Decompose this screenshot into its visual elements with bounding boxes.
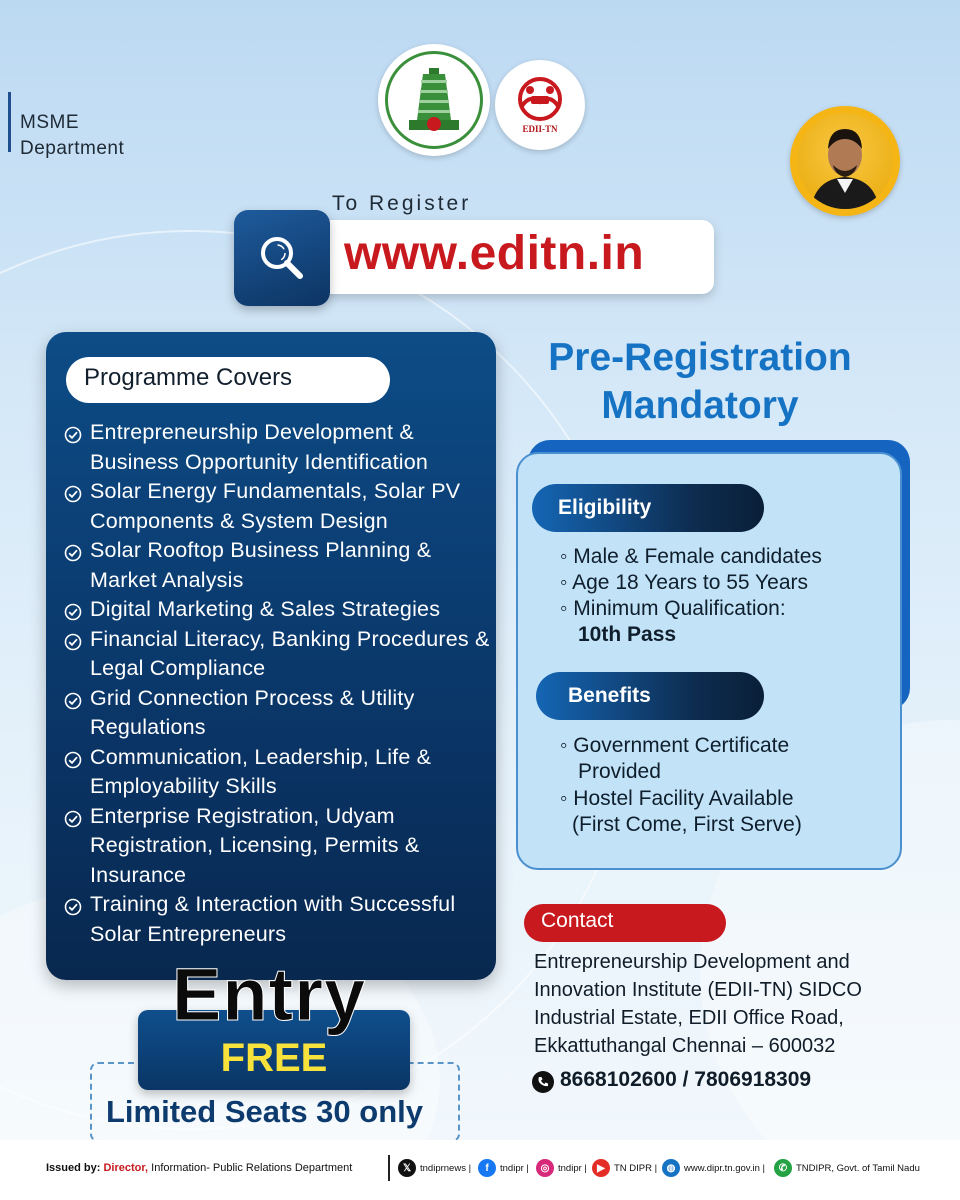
programme-item-text: Communication, Leadership, Life & Employability Skills	[90, 744, 432, 798]
benefit-item: ◦ Government Certificate	[560, 734, 790, 757]
instagram-icon: ◎	[536, 1159, 554, 1177]
programme-item	[64, 890, 494, 949]
issued-by-director: Director,	[103, 1162, 149, 1174]
issued-by-prefix: Issued by:	[46, 1162, 101, 1174]
to-register-label: To Register	[332, 192, 472, 215]
programme-item	[64, 536, 494, 595]
temple-gopuram-icon	[399, 62, 469, 138]
entry-label: Entry	[172, 953, 367, 1036]
programme-item-text: Enterprise Registration, Udyam Registration, Licensing, Permits & Insurance	[90, 803, 420, 887]
social-link-label: tndiprnews |	[420, 1162, 472, 1174]
social-link[interactable]	[478, 1158, 529, 1178]
benefit-item: ◦ Hostel Facility Available	[560, 787, 794, 810]
social-link-label: tndipr |	[558, 1162, 587, 1174]
programme-item-text: Digital Marketing & Sales Strategies	[90, 597, 441, 621]
programme-item-text: Entrepreneurship Development & Business Opportunity Identification	[90, 420, 429, 474]
programme-item	[64, 802, 494, 891]
edii-tn-logo-text: EDII-TN	[522, 124, 558, 134]
person-portrait-icon	[797, 113, 893, 209]
programme-item-text: Financial Literacy, Banking Procedures & Legal Compliance	[90, 626, 490, 680]
social-link[interactable]	[774, 1158, 920, 1178]
check-circle-icon	[64, 692, 82, 710]
search-icon	[254, 230, 310, 286]
check-circle-icon	[64, 810, 82, 828]
edii-tn-logo	[495, 60, 585, 150]
social-link-label: TN DIPR |	[614, 1162, 658, 1174]
benefits-label: Benefits	[568, 684, 651, 707]
programme-item-text: Training & Interaction with Successful Solar Entrepreneurs	[90, 892, 456, 946]
registration-url-link[interactable]: www.editn.in	[344, 227, 645, 280]
contact-address: Entrepreneurship Development and Innovation Institute (EDII-TN) SIDCO Industrial Estate, EDII Office Road, Ekkattuthangal Chennai – 600032	[534, 951, 862, 1057]
department-accent-bar	[8, 92, 11, 152]
x-icon: 𝕏	[398, 1159, 416, 1177]
contact-label: Contact	[541, 909, 614, 932]
search-button[interactable]	[234, 210, 330, 306]
programme-item	[64, 418, 494, 477]
programme-item	[64, 595, 494, 625]
issued-by-text	[46, 1162, 352, 1174]
check-circle-icon	[64, 544, 82, 562]
eligibility-item: ◦ Minimum Qualification:	[560, 597, 786, 620]
limited-seats-label: Limited Seats 30 only	[106, 1094, 423, 1129]
people-circle-icon	[514, 76, 566, 122]
whatsapp-icon: ✆	[774, 1159, 792, 1177]
globe-icon: ◍	[662, 1159, 680, 1177]
check-circle-icon	[64, 898, 82, 916]
pre-registration-heading: Pre-Registration Mandatory	[548, 336, 852, 427]
phone-icon	[532, 1071, 554, 1093]
eligibility-item: ◦ Male & Female candidates	[560, 545, 822, 568]
check-circle-icon	[64, 426, 82, 444]
issued-by-department: Information- Public Relations Department	[151, 1162, 353, 1174]
social-link[interactable]	[592, 1158, 657, 1178]
social-link-label: www.dipr.tn.gov.in |	[684, 1162, 765, 1174]
benefit-item: Provided	[578, 760, 661, 783]
benefit-item: (First Come, First Serve)	[572, 813, 802, 836]
programme-item-text: Solar Rooftop Business Planning & Market Analysis	[90, 538, 432, 592]
check-circle-icon	[64, 751, 82, 769]
social-link[interactable]	[662, 1158, 765, 1178]
eligibility-item-qualification: 10th Pass	[578, 623, 677, 646]
check-circle-icon	[64, 485, 82, 503]
programme-item-text: Grid Connection Process & Utility Regulations	[90, 685, 415, 739]
avatar	[790, 106, 900, 216]
eligibility-item: ◦ Age 18 Years to 55 Years	[560, 571, 808, 594]
youtube-icon: ▶	[592, 1159, 610, 1177]
footer-divider	[388, 1155, 390, 1181]
social-link-label: tndipr |	[500, 1162, 529, 1174]
programme-item	[64, 625, 494, 684]
contact-phone-link[interactable]: 8668102600 / 7806918309	[560, 1068, 812, 1091]
free-label: FREE	[220, 1036, 328, 1080]
social-link[interactable]	[398, 1158, 471, 1178]
programme-item	[64, 477, 494, 536]
eligibility-label: Eligibility	[558, 496, 652, 519]
programme-item-text: Solar Energy Fundamentals, Solar PV Components & System Design	[90, 479, 461, 533]
department-label: MSME Department	[20, 112, 125, 159]
facebook-icon: f	[478, 1159, 496, 1177]
tamil-nadu-emblem-logo	[378, 44, 490, 156]
programme-list	[64, 418, 494, 949]
check-circle-icon	[64, 633, 82, 651]
social-link-label: TNDIPR, Govt. of Tamil Nadu	[796, 1162, 920, 1174]
social-link[interactable]	[536, 1158, 587, 1178]
programme-item	[64, 743, 494, 802]
programme-title: Programme Covers	[84, 364, 293, 391]
check-circle-icon	[64, 603, 82, 621]
programme-item	[64, 684, 494, 743]
